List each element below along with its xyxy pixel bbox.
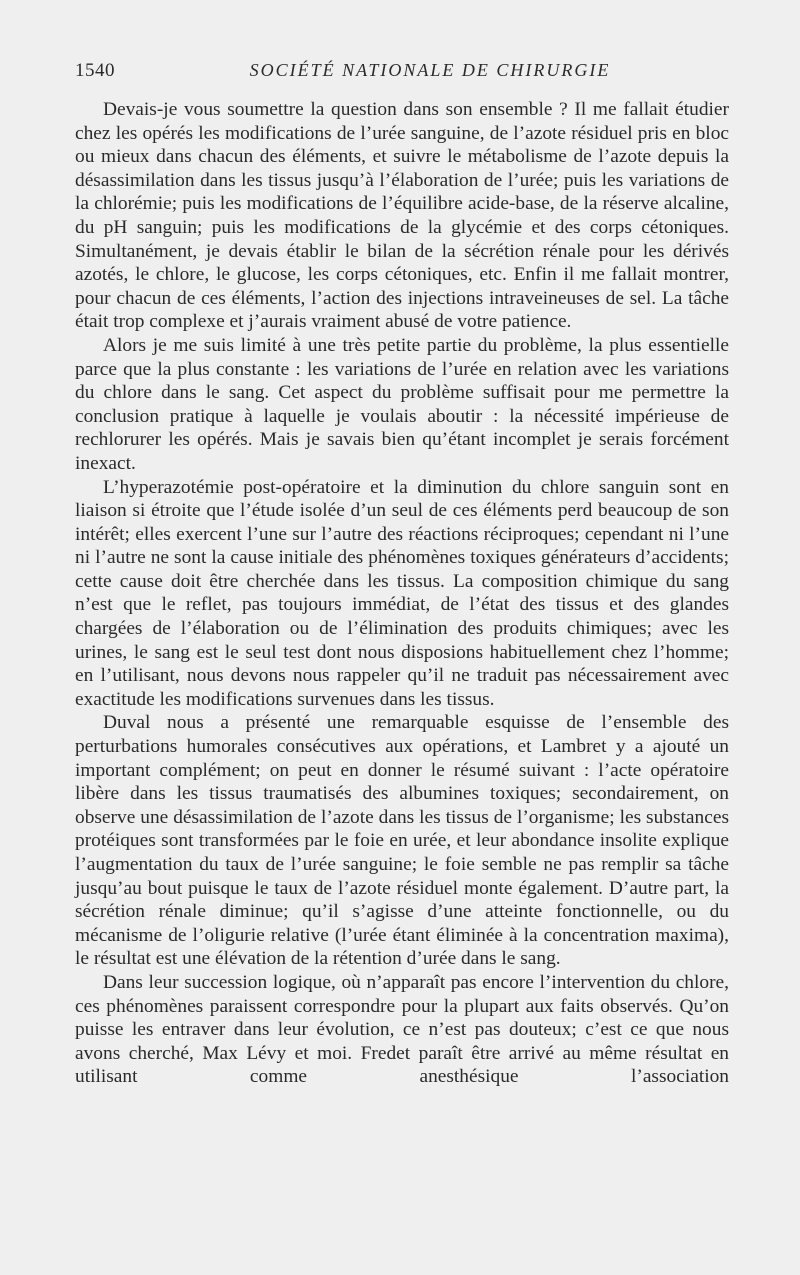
paragraph: Dans leur succession logique, où n’apparaît pas encore l’intervention du chlore, ces phénomènes paraissent correspondre pour la plupart aux faits observés. Qu’on puisse les entraver dans leur évolution, ce n’est pas douteux; c’est ce que nous avons cherché, Max Lévy et moi. Fredet paraît être arrivé au même résultat en utilisant comme anesthésique l’association	[75, 971, 729, 1088]
page-number: 1540	[75, 60, 115, 81]
paragraph: L’hyperazotémie post-opératoire et la diminution du chlore sanguin sont en liaison si étroite que l’étude isolée d’un seul de ces éléments perd beaucoup de son intérêt; elles exercent l’une sur l’autre des réactions réciproques; cependant ni l’une ni l’autre ne sont la cause initiale des phénomènes toxiques générateurs d’accidents; cette cause doit être cherchée dans les tissus. La composition chimique du sang n’est que le reflet, pas toujours immédiat, de l’état des tissus et des glandes chargées de l’élaboration ou de l’élimination des produits chimiques; avec les urines, le sang est le seul test dont nous disposions habituellement chez l’homme; en l’utilisant, nous devons nous rappeler qu’il ne traduit pas nécessairement avec exactitude les modifications survenues dans les tissus.	[75, 476, 729, 710]
running-title: SOCIÉTÉ NATIONALE DE CHIRURGIE	[249, 60, 611, 80]
body-text	[75, 98, 729, 1089]
page-header	[75, 60, 729, 90]
paragraph: Devais-je vous soumettre la question dans son ensemble ? Il me fallait étudier chez les opérés les modifications de l’urée sanguine, de l’azote résiduel pris en bloc ou mieux dans chacun des éléments, et suivre le métabolisme de l’azote depuis la désassimilation dans les tissus jusqu’à l’élaboration de l’urée; puis les variations de la chlorémie; puis les modifications de l’équilibre acide-base, de la réserve alcaline, du pH sanguin; puis les modifications de la glycémie et des corps cétoniques. Simultanément, je devais établir le bilan de la sécrétion rénale pour les dérivés azotés, le chlore, le glucose, les corps cétoniques, etc. Enfin il me fallait montrer, pour chacun de ces éléments, l’action des injections intraveineuses de sel. La tâche était trop complexe et j’aurais vraiment abusé de votre patience.	[75, 99, 729, 333]
paragraph: Alors je me suis limité à une très petite partie du problème, la plus essentielle parce que la plus constante : les variations de l’urée en relation avec les variations du chlore dans le sang. Cet aspect du problème suffisait pour me permettre la conclusion pratique à laquelle je voulais aboutir : la nécessité impérieuse de rechlorurer les opérés. Mais je savais bien qu’étant incomplet je serais forcément inexact.	[75, 334, 729, 474]
paragraph: Duval nous a présenté une remarquable esquisse de l’ensemble des perturbations humorales consécutives aux opérations, et Lambret y a ajouté un important complément; on peut en donner le résumé suivant : l’acte opératoire libère dans les tissus traumatisés des albumines toxiques; secondairement, on observe une désassimilation de l’azote dans les tissus de l’organisme; les substances protéiques sont transformées par le foie en urée, et leur abondance insolite explique l’augmentation du taux de l’urée sanguine; le foie semble ne pas remplir sa tâche jusqu’au bout puisque le taux de l’azote résiduel monte également. D’autre part, la sécrétion rénale diminue; qu’il s’agisse d’une atteinte fonctionnelle, ou du mécanisme de l’oligurie relative (l’urée étant éliminée à la concentration maxima), le résultat est une élévation de la rétention d’urée dans le sang.	[75, 712, 729, 970]
